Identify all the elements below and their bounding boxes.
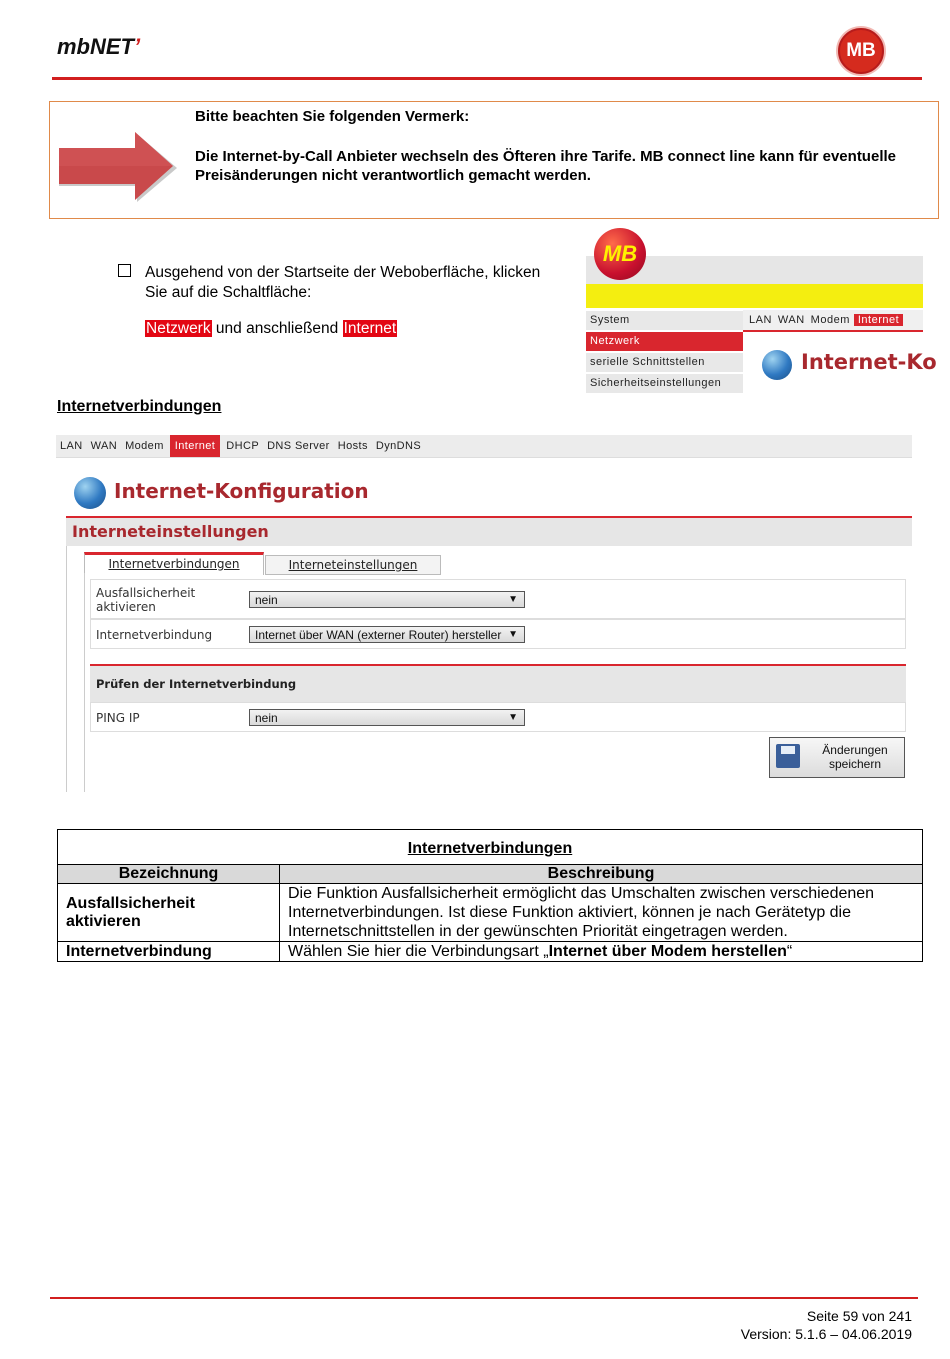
sidebar-item-netzwerk[interactable]: Netzwerk xyxy=(586,332,743,351)
save-label: Änderungen speichern xyxy=(822,743,888,771)
save-changes-button[interactable] xyxy=(769,737,905,778)
connector-text: und anschließend xyxy=(211,320,343,337)
nav-heading: Internet-Ko xyxy=(801,350,937,374)
desc-post: “ xyxy=(786,943,793,960)
table-row xyxy=(58,942,923,962)
logo-text: mbNET xyxy=(57,34,134,59)
ping-select[interactable] xyxy=(249,709,525,726)
nav-yellow-band xyxy=(586,284,923,308)
dropdown-arrow-icon: ▼ xyxy=(508,629,518,640)
config-screenshot xyxy=(56,435,912,792)
divider xyxy=(84,573,85,792)
table-row xyxy=(58,884,923,942)
checkbox-bullet-icon xyxy=(118,264,131,277)
note-body: Die Internet-by-Call Anbieter wechseln des Öfteren ihre Tarife. MB connect line kann für eventuelle Preisänderungen nicht verantwortlich gemacht werden. xyxy=(195,148,896,184)
tab-hosts[interactable]: Hosts xyxy=(337,440,368,452)
globe-icon xyxy=(74,477,106,509)
config-band-title: Interneteinstellungen xyxy=(72,522,269,541)
config-title: Internet-Konfiguration xyxy=(114,479,369,503)
dropdown-arrow-icon: ▼ xyxy=(508,712,518,723)
instruction-text: Ausgehend von der Startseite der Weboberfläche, klicken Sie auf die Schaltfläche: xyxy=(145,264,541,301)
tab-dns-server[interactable]: DNS Server xyxy=(267,440,330,452)
tab-dhcp[interactable]: DHCP xyxy=(226,440,260,452)
globe-icon xyxy=(762,350,792,380)
mb-app-logo: MB xyxy=(594,228,646,280)
navigation-screenshot xyxy=(586,226,937,394)
subtab-interneteinstellungen[interactable]: Interneteinstellungen xyxy=(265,555,441,575)
tab-internet[interactable]: Internet xyxy=(170,435,221,457)
instruction-path xyxy=(145,320,397,338)
col-header-bezeichnung: Bezeichnung xyxy=(58,865,280,884)
connection-row xyxy=(90,619,906,649)
mbnet-logo xyxy=(57,34,140,60)
ping-label: PING IP xyxy=(96,711,140,725)
failover-label: Ausfallsicherheit aktivieren xyxy=(96,586,196,614)
desc-pre: Wählen Sie hier die Verbindungsart „ xyxy=(288,943,549,960)
check-heading: Prüfen der Internetverbindung xyxy=(90,666,906,702)
connection-select[interactable] xyxy=(249,626,525,643)
divider xyxy=(66,546,67,792)
floppy-disk-icon xyxy=(776,744,800,768)
netzwerk-highlight: Netzwerk xyxy=(146,320,211,337)
ping-value: nein xyxy=(255,711,278,725)
arrow-right-icon xyxy=(55,128,180,208)
mb-badge-logo: MB xyxy=(838,28,884,74)
row-name: Ausfallsicherheit aktivieren xyxy=(58,884,280,942)
section-title: Internetverbindungen xyxy=(57,398,222,415)
footer-rule xyxy=(50,1297,918,1299)
description-table xyxy=(57,829,923,962)
tab-lan[interactable]: LAN xyxy=(749,314,772,326)
note-title: Bitte beachten Sie folgenden Vermerk: xyxy=(195,108,470,125)
nav-redline xyxy=(743,330,923,332)
ping-row xyxy=(90,702,906,732)
header-rule xyxy=(52,77,922,80)
tab-modem[interactable]: Modem xyxy=(810,314,850,326)
connection-value: Internet über WAN (externer Router) hersteller xyxy=(255,628,502,642)
failover-row xyxy=(90,579,906,619)
logo-mark: ’ xyxy=(134,34,141,59)
tab-lan[interactable]: LAN xyxy=(60,440,83,452)
tab-internet[interactable]: Internet xyxy=(854,314,903,326)
failover-value: nein xyxy=(255,593,278,607)
table-caption: Internetverbindungen xyxy=(58,830,923,865)
col-header-beschreibung: Beschreibung xyxy=(280,865,923,884)
sidebar-item-sicherheit[interactable]: Sicherheitseinstellungen xyxy=(586,374,743,393)
desc-bold: Internet über Modem herstellen xyxy=(548,943,787,960)
subtab-internetverbindungen[interactable]: Internetverbindungen xyxy=(84,552,264,575)
sidebar-item-system[interactable]: System xyxy=(586,311,743,330)
failover-select[interactable] xyxy=(249,591,525,608)
page-number: Seite 59 von 241 xyxy=(806,1308,912,1324)
row-name: Internetverbindung xyxy=(58,942,280,962)
nav-tabbar xyxy=(743,310,923,330)
sidebar-item-serielle[interactable]: serielle Schnittstellen xyxy=(586,353,743,372)
tab-wan[interactable]: WAN xyxy=(777,314,805,326)
connection-label: Internetverbindung xyxy=(96,628,213,642)
tab-wan[interactable]: WAN xyxy=(90,440,118,452)
row-desc: Die Funktion Ausfallsicherheit ermöglicht das Umschalten zwischen verschiedenen Internetverbindungen. Ist diese Funktion aktiviert, können je nach Gerätetyp die Internetschnittstellen in der gewünschten Priorität eingetragen werden. xyxy=(280,884,923,942)
tab-dyndns[interactable]: DynDNS xyxy=(375,440,422,452)
version-info: Version: 5.1.6 – 04.06.2019 xyxy=(740,1326,912,1342)
dropdown-arrow-icon: ▼ xyxy=(508,594,518,605)
config-tabbar xyxy=(56,435,912,458)
tab-modem[interactable]: Modem xyxy=(125,440,164,452)
row-desc xyxy=(280,942,923,962)
internet-highlight: Internet xyxy=(343,320,397,337)
